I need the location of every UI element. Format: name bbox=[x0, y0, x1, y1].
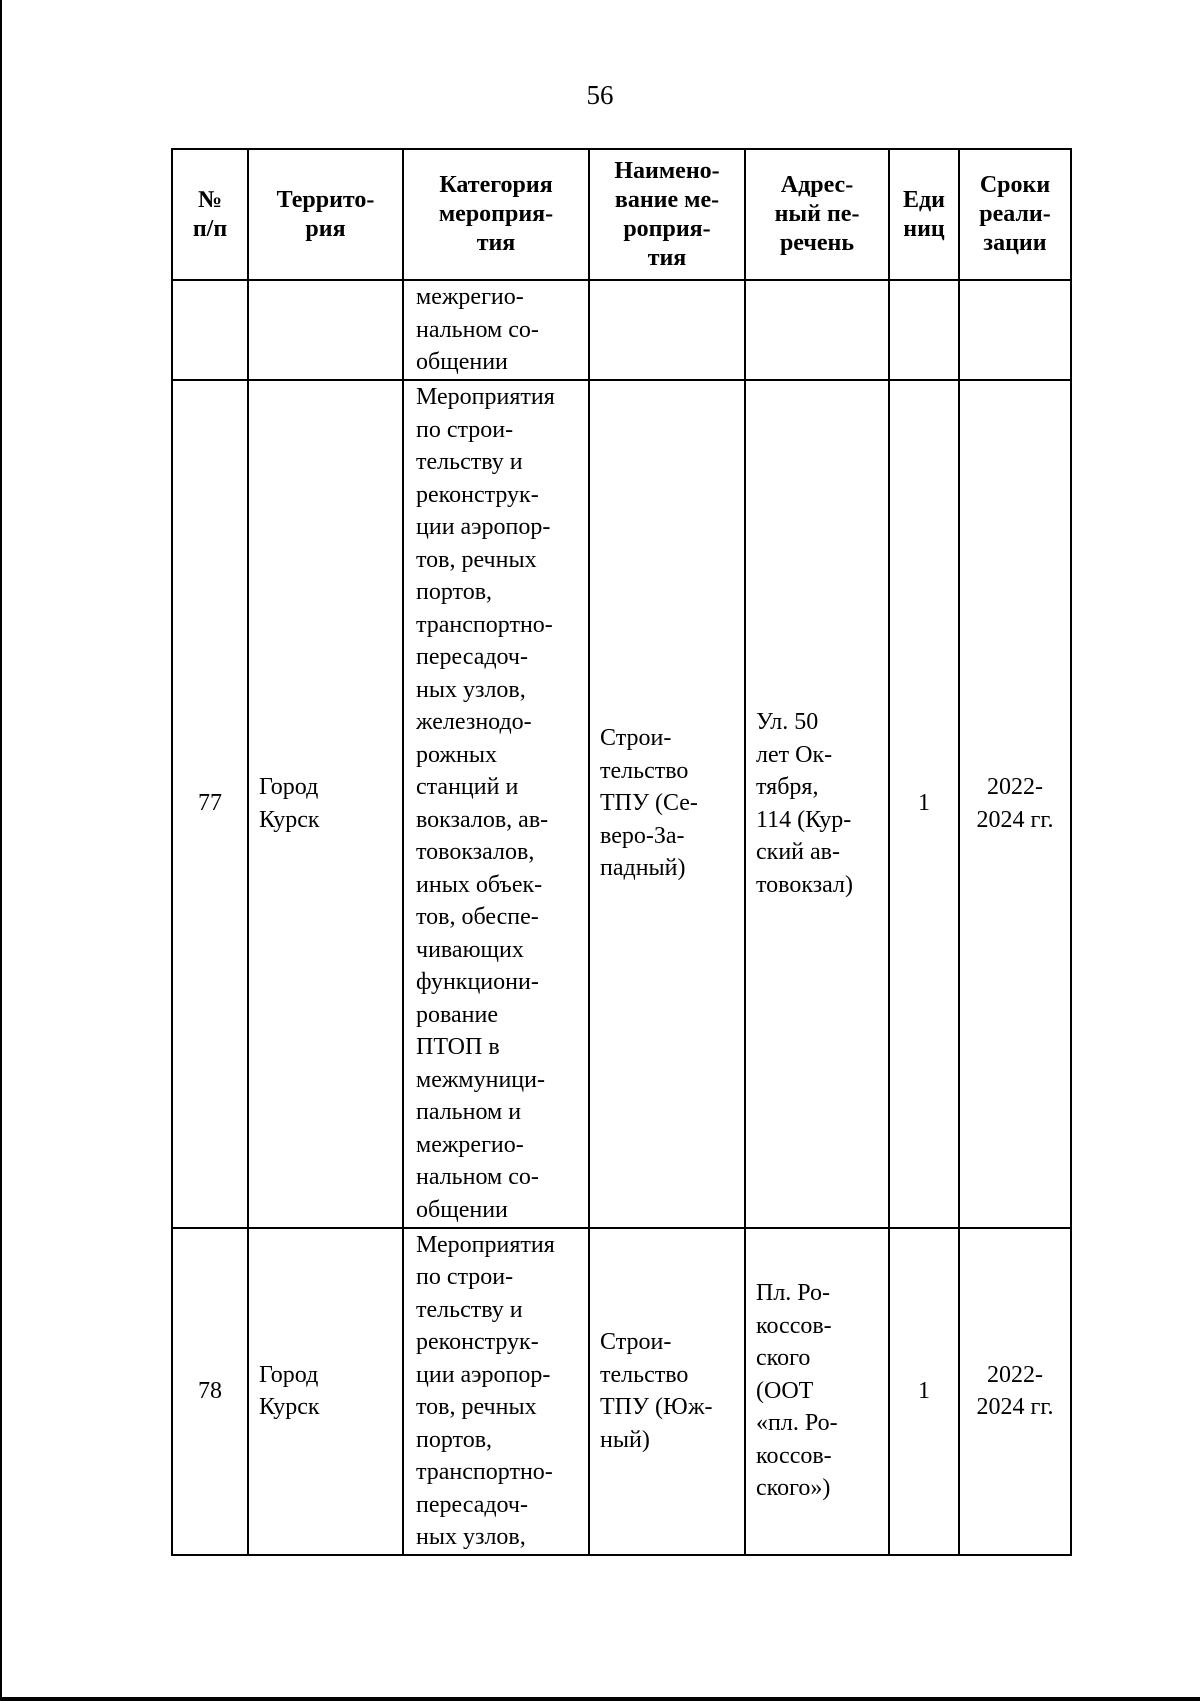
cell-territory bbox=[248, 280, 403, 380]
cell-category: Мероприятия по строи- тельству и реконструк- ции аэропор- тов, речных портов, транспортно- пересадоч- ных узлов, железнодо- рожных станций и вокзалов, ав- товокзалов, иных объек- тов, обеспе- чивающих функциони- рование ПТОП в межмуници- пальном и межрегио- нальном со- общении bbox=[403, 380, 589, 1228]
table-row bbox=[172, 1228, 1071, 1555]
cell-terms bbox=[959, 280, 1071, 380]
cell-units: 1 bbox=[889, 1228, 959, 1555]
cell-category: межрегио- нальном со- общении bbox=[403, 280, 589, 380]
header-units: Еди ниц bbox=[889, 149, 959, 280]
page-number: 56 bbox=[586, 80, 614, 110]
table-row bbox=[172, 280, 1071, 380]
cell-units: 1 bbox=[889, 380, 959, 1228]
cell-terms: 2022- 2024 гг. bbox=[959, 1228, 1071, 1555]
header-address: Адрес- ный пе- речень bbox=[745, 149, 889, 280]
header-name: Наимено- вание ме- роприя- тия bbox=[589, 149, 745, 280]
header-territory: Террито- рия bbox=[248, 149, 403, 280]
cell-address: Пл. Ро- коссов- ского (ООТ «пл. Ро- коссов- ского») bbox=[745, 1228, 889, 1555]
header-terms: Сроки реали- зации bbox=[959, 149, 1071, 280]
header-num: № п/п bbox=[172, 149, 248, 280]
table-row bbox=[172, 380, 1071, 1228]
cell-name bbox=[589, 280, 745, 380]
cell-num: 77 bbox=[172, 380, 248, 1228]
scan-edge-left bbox=[0, 0, 2, 1701]
cell-num bbox=[172, 280, 248, 380]
cell-address: Ул. 50 лет Ок- тября, 114 (Кур- ский ав- товокзал) bbox=[745, 380, 889, 1228]
cell-address bbox=[745, 280, 889, 380]
cell-territory: Город Курск bbox=[248, 1228, 403, 1555]
header-category: Категория мероприя- тия bbox=[403, 149, 589, 280]
cell-category: Мероприятия по строи- тельству и реконструк- ции аэропор- тов, речных портов, транспортно- пересадоч- ных узлов, bbox=[403, 1228, 589, 1555]
cell-territory: Город Курск bbox=[248, 380, 403, 1228]
cell-name: Строи- тельство ТПУ (Юж- ный) bbox=[589, 1228, 745, 1555]
activities-table bbox=[171, 148, 1072, 1556]
cell-name: Строи- тельство ТПУ (Се- веро-За- падный) bbox=[589, 380, 745, 1228]
cell-terms: 2022- 2024 гг. bbox=[959, 380, 1071, 1228]
header-row bbox=[172, 149, 1071, 280]
cell-num: 78 bbox=[172, 1228, 248, 1555]
scan-edge-bottom bbox=[0, 1697, 1200, 1701]
cell-units bbox=[889, 280, 959, 380]
